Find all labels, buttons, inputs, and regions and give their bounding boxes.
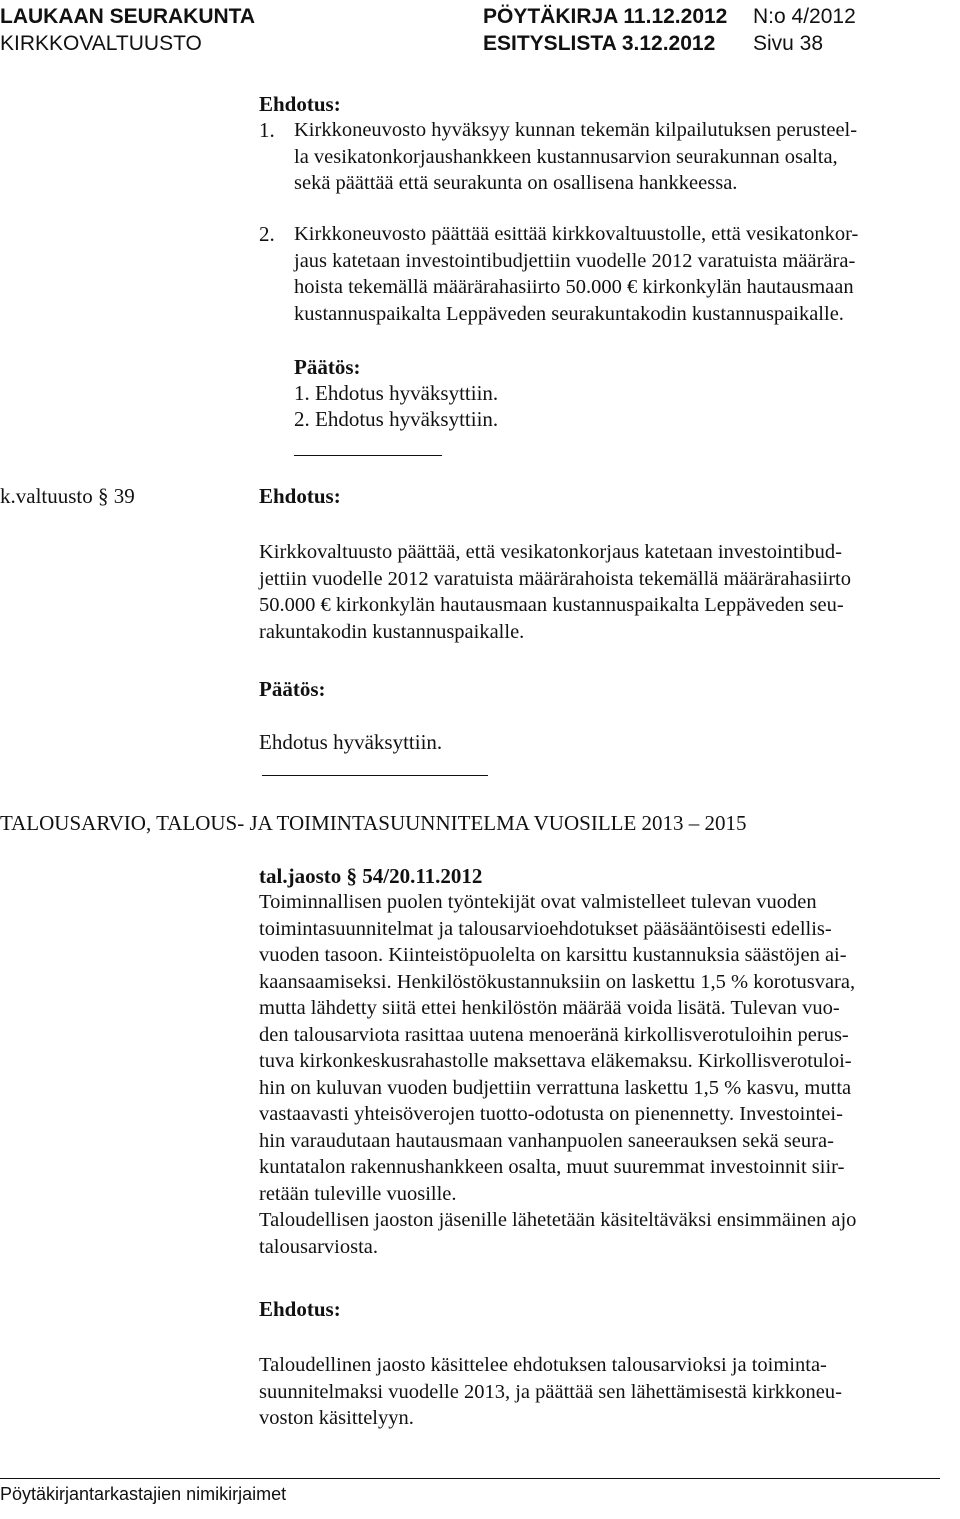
page-number: Sivu 38 [753,32,824,55]
footer-rule [0,1478,940,1479]
item-number: 2. [259,222,275,246]
document-number: N:o 4/2012 [753,5,856,28]
proposal-text: Kirkkovaltuusto päättää, että vesikatonkorjaus katetaan investointibud- jettiin vuodelle 2012 varatuista määrärahoista tekemällä määrärahasiirto 50.000 € kirkonkylän hautausmaan kustannuspaikalta Leppäveden seu- rakuntakodin kustannuspaikalle. [259,541,851,643]
body-name: KIRKKOVALTUUSTO [0,32,202,55]
decision-heading: Päätös: [294,355,361,379]
decision-heading: Päätös: [259,677,326,701]
decision-line: 1. Ehdotus hyväksyttiin. [294,381,499,405]
proposal-text: Taloudellinen jaosto käsittelee ehdotuksen talousarvioksi ja toiminta- suunnitelmaksi vuodelle 2013, ja päättää sen lähettämisestä kirkkoneu- voston käsittelyyn. [259,1354,842,1429]
proposal-item-1: Kirkkoneuvosto hyväksyy kunnan tekemän kilpailutuksen perusteel- la vesikatonkorjaushankkeen kustannusarvion seurakunnan osalta, sekä päättää että seurakunta on osallisena hankkeessa. [294,119,858,194]
footer-text: Pöytäkirjantarkastajien nimikirjaimet [0,1484,287,1504]
body-text: Toiminnallisen puolen työntekijät ovat valmistelleet tulevan vuoden toimintasuunnitelmat ja talousarvioehdotukset pääsääntöisesti edellis- vuoden tasoon. Kiinteistöpuolelta on karsittu kustannuksia säästöjen ai- kaansaamiseksi. Henkilöstökustannuksiin on laskettu 1,5 % korotusvara, mutta lähdetty siitä ettei henkilöstön määrää voida lisätä. Tulevan vuo- den talousarviota rasittaa uutena menoeränä kirkollisverotuloihin perus- tuva kirkonkeskusrahastolle maksettava eläkemaksu. Kirkollisverotuloi- hin on kuluvan vuoden budjettiin verrattuna laskettu 1,5 % kasvu, mutta vastaavasti yhteisöverojen tuotto-odotusta on pienennetty. Investointei- hin varaudutaan hautausmaan vanhanpuolen saneerauksen sekä seura- kuntatalon rakennushankkeen osalta, muut suuremmat investoinnit siir- retään tuleville vuosille. Taloudellisen jaoston jäsenille lähetetään käsiteltäväksi ensimmäinen ajo talousarviosta. [259,891,857,1258]
agenda-date: ESITYSLISTA 3.12.2012 [483,32,716,55]
decision-text: Ehdotus hyväksyttiin. [259,730,443,754]
section-title: TALOUSARVIO, TALOUS- JA TOIMINTASUUNNITELMA VUOSILLE 2013 – 2015 [0,811,747,835]
meeting-reference: k.valtuusto § 39 [0,484,135,508]
committee-reference: tal.jaosto § 54/20.11.2012 [259,864,483,888]
org-name: LAUKAAN SEURAKUNTA [0,5,256,28]
proposal-heading: Ehdotus: [259,1297,341,1321]
proposal-heading: Ehdotus: [259,484,341,508]
separator-rule [294,455,442,456]
decision-line: 2. Ehdotus hyväksyttiin. [294,407,499,431]
proposal-heading: Ehdotus: [259,92,341,116]
proposal-item-2: Kirkkoneuvosto päättää esittää kirkkovaltuustolle, että vesikatonkor- jaus katetaan investointibudjettiin vuodelle 2012 varatuista määrära- hoista tekemällä määrärahasiirto 50.000 € kirkonkylän hautausmaan kustannuspaikalta Leppäveden seurakuntakodin kustannuspaikalle. [294,223,859,325]
separator-rule [262,775,488,776]
minutes-date: PÖYTÄKIRJA 11.12.2012 [483,5,728,28]
item-number: 1. [259,118,275,142]
